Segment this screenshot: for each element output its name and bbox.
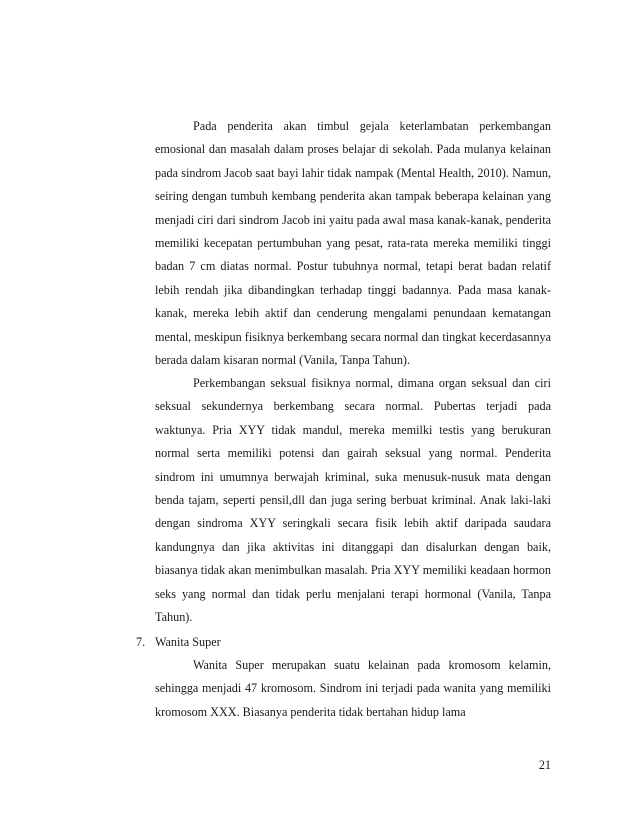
section-number: 7. — [136, 635, 146, 649]
paragraph-wanita-super: Wanita Super merupakan suatu kelainan pada kromosom kelamin, sehingga menjadi 47 kromosom. Sindrom ini terjadi pada wanita yang memiliki kromosom XXX. Biasanya penderita tidak bertahan hidup lama — [155, 658, 551, 719]
section-title: Wanita Super — [155, 635, 221, 649]
section-heading — [136, 631, 221, 654]
paragraph-jacob-syndrome-symptoms: Pada penderita akan timbul gejala keterlambatan perkembangan emosional dan masalah dalam proses belajar di sekolah. Pada mulanya kelainan pada sindrom Jacob saat bayi lahir tidak nampak (Mental Health, 2010). Namun, seiring dengan tumbuh kembang penderita akan tampak beberapa kelainan yang menjadi ciri dari sindrom Jacob ini yaitu pada awal masa kanak-kanak, penderita memiliki kecepatan pertumbuhan yang pesat, rata-rata mereka memiliki tinggi badan 7 cm diatas normal. Postur tubuhnya normal, tetapi berat badan relatif lebih rendah jika dibandingkan terhadap tinggi badannya. Pada masa kanak-kanak, mereka lebih aktif dan cenderung mengalami penundaan kematangan mental, meskipun fisiknya berkembang secara normal dan tingkat kecerdasannya berada dalam kisaran normal (Vanila, Tanpa Tahun). — [155, 119, 551, 368]
paragraph-sexual-development: Perkembangan seksual fisiknya normal, dimana organ seksual dan ciri seksual sekundernya berkembang secara normal. Pubertas terjadi pada waktunya. Pria XYY tidak mandul, mereka memilki testis yang berukuran normal serta memiliki potensi dan gairah seksual yang normal. Penderita sindrom ini umumnya berwajah kriminal, suka menusuk-nusuk mata dengan benda tajam, seperti pensil,dll dan juga sering berbuat kriminal. Anak laki-laki dengan sindroma XYY seringkali secara fisik lebih aktif daripada saudara kandungnya dan jika aktivitas ini ditanggapi dan disalurkan dengan baik, biasanya tidak akan menimbulkan masalah. Pria XYY memiliki keadaan hormon seks yang normal dan tidak perlu menjalani terapi hormonal (Vanila, Tanpa Tahun). — [155, 376, 551, 625]
page-number: 21 — [538, 758, 551, 772]
